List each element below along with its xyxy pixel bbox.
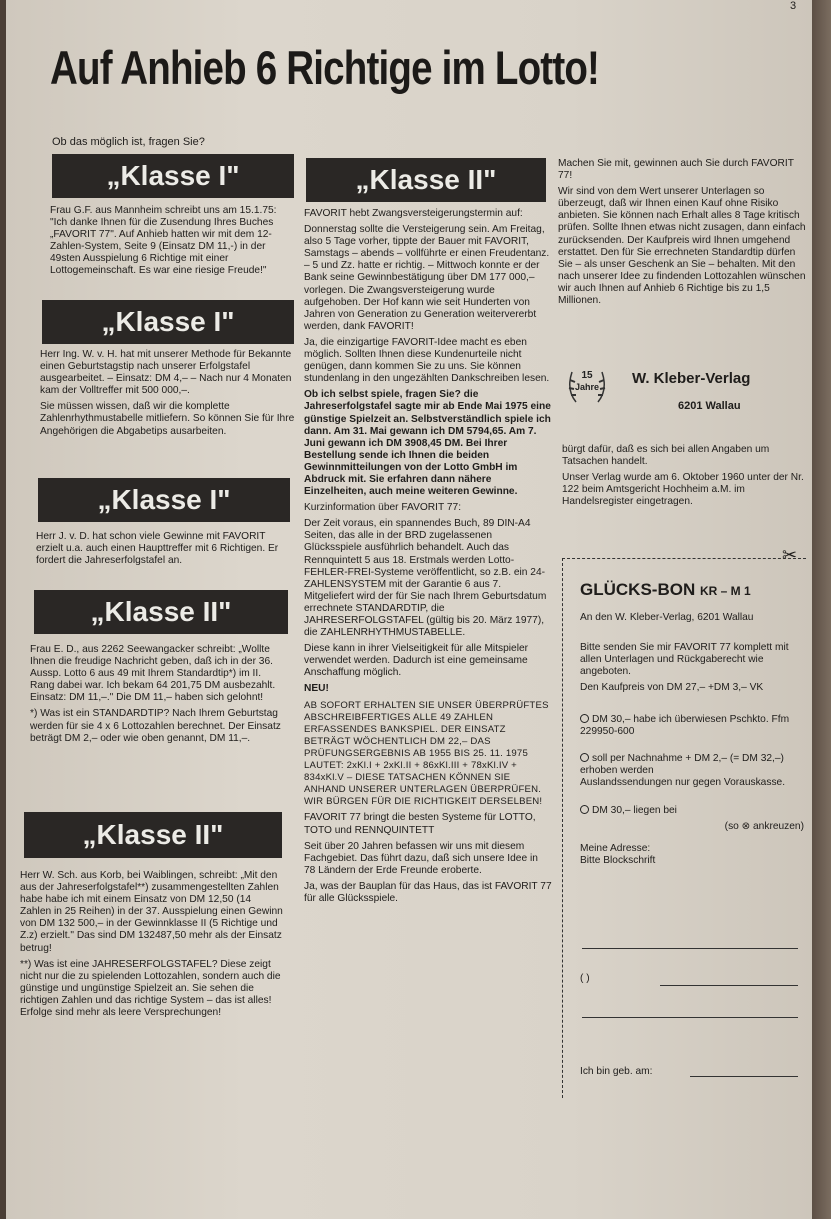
banner-klasse-2: „Klasse II" bbox=[24, 812, 282, 858]
bankspiel-text: AB SOFORT ERHALTEN SIE UNSER ÜBERPRÜFTES ABSCHREIBFERTIGES ALLE 49 ZAHLEN ERFASSENDES BANKSPIEL. DER EINSATZ BETRÄGT WÖCHENTLICH DM 22,– DAS PRÜFUNGSERGEBNIS AB 1955 BIS 25. 11. 1975 LAUTET: 2xKl.I + 2xKl.II + 86xKl.III + 78xKl.IV + 834xKl.V – DIESE TATSACHEN KÖNNEN SIE ANHAND UNSERER UNTERLAGEN ÜBERPRÜFEN. WIR BÜRGEN FÜR DIE RICHTIGKEIT DERSELBEN! bbox=[304, 699, 549, 808]
banner-klasse-2: „Klasse II" bbox=[306, 158, 546, 202]
banner-klasse-1: „Klasse I" bbox=[42, 300, 294, 344]
ankreuzen-hint: (so ⊗ ankreuzen) bbox=[724, 820, 804, 832]
standardtip-note: *) Was ist ein STANDARDTIP? Nach Ihrem Geburtstag werden für sie 4 x 6 Lottozahlen berechnet. Der Einsatz beträgt DM 2,– oder wie oben genannt, DM 11,–. bbox=[30, 708, 281, 744]
own-play: Ob ich selbst spiele, fragen Sie? die Jahreserfolgstafel sagte mir ab Ende Mai 1975 eine günstige Spielzeit an. Selbstverständlich spiele ich dann. Am 31. Mai gewann ich DM 5794,65. Am 7. Juni gewann ich DM 3908,45 DM. Bei Ihrer Bestellung sende ich Ihnen die beiden Gewinnmitteilungen von der Lotto GmbH im Abdruck mit. Sie erfahren dann nähere Einzelheiten, auch meine weiteren Gewinne. bbox=[304, 389, 551, 498]
coupon-address: An den W. Kleber-Verlag, 6201 Wallau bbox=[580, 612, 754, 623]
address-line-1[interactable] bbox=[582, 948, 798, 949]
radio-circle-icon[interactable] bbox=[580, 714, 589, 723]
blockschrift-hint: Bitte Blockschrift bbox=[580, 855, 656, 867]
page-edge bbox=[812, 0, 831, 1219]
banner-klasse-1: „Klasse I" bbox=[52, 154, 294, 198]
option-ueberwiesen[interactable] bbox=[580, 714, 804, 738]
birthdate-line[interactable] bbox=[690, 1076, 798, 1077]
option-nachnahme-label: soll per Nachnahme + DM 2,– (= DM 32,–) erhoben werden bbox=[580, 752, 784, 776]
page-number: 3 bbox=[790, 0, 797, 12]
banner-klasse-2: „Klasse II" bbox=[34, 590, 288, 634]
intro-question: Ob das möglich ist, fragen Sie? bbox=[52, 136, 205, 148]
address-line-2[interactable] bbox=[660, 985, 798, 986]
banner-klasse-1: „Klasse I" bbox=[38, 478, 290, 522]
testimonial-3: Herr J. v. D. hat schon viele Gewinne mit FAVORIT erzielt u.a. auch einen Haupttreffer mit 6 Richtigen. Er fordert die Jahreserfolgstafel an. bbox=[36, 531, 279, 567]
coupon-title bbox=[580, 580, 751, 600]
coupon-price: Den Kaufpreis von DM 27,– +DM 3,– VK bbox=[580, 682, 764, 694]
register-text: Unser Verlag wurde am 6. Oktober 1960 unter der Nr. 122 beim Amtsgericht Hochheim a.M. im Handelsregister eingetragen. bbox=[562, 472, 804, 508]
mitmachen-text: Machen Sie mit, gewinnen auch Sie durch FAVORIT 77! bbox=[558, 158, 794, 182]
verlag-guarantee bbox=[562, 444, 806, 512]
favorit-systeme: FAVORIT 77 bringt die besten Systeme für LOTTO, TOTO und RENNQUINTETT bbox=[304, 812, 536, 836]
auslandssendungen: Auslandssendungen nur gegen Vorauskasse. bbox=[580, 776, 786, 788]
jahreserfolgstafel-note: **) Was ist eine JAHRESERFOLGSTAFEL? Diese zeigt nicht nur die zu spielenden Lottozahlen, sondern auch die günstige und ungünstige Spielzeit an. Sie sehen die richtigen Zahlen und das richtige System – das ist alles! Erfolge sind mehr als leere Versprechungen! bbox=[20, 958, 281, 1019]
option-liegen-bei-label: DM 30,– liegen bei bbox=[592, 804, 677, 816]
coupon-code: KR – M 1 bbox=[699, 584, 751, 598]
ohne-risiko-text: Wir sind von dem Wert unserer Unterlagen so überzeugt, daß wir Ihnen einen Kauf ohne Risiko anbieten. Sie können nach Erhalt alles 8 Tage kritisch prüfen. Sollte Ihnen etwas nicht zusagen, dann einfach zurücksenden. Der Kaufpreis wird Ihnen umgehend erstattet. Den für Sie errechneten Standardtip dürfen Sie – als unser Geschenk an Sie – behalten. Mit den nach unserer Idee zu findenden Lottozahlen wünschen wir auch Ihnen auf Anhieb 6 Richtige bis zu 1,5 Millionen. bbox=[558, 186, 806, 307]
coupon-order-text: Bitte senden Sie mir FAVORIT 77 komplett mit allen Unterlagen und Rückgaberecht wie angeboten. bbox=[580, 642, 789, 678]
phone-parens: ( ) bbox=[580, 973, 590, 984]
column-2-text bbox=[304, 208, 552, 909]
scissors-icon: ✂ bbox=[782, 545, 798, 565]
birthdate-label: Ich bin geb. am: bbox=[580, 1066, 653, 1077]
testimonial-5 bbox=[20, 870, 284, 1023]
seit-20-jahren: Seit über 20 Jahren befassen wir uns mit diesem Fachgebiet. Das führt dazu, daß sich unsere Idee in 78 Ländern der Erde Freunde eroberte. bbox=[304, 840, 538, 876]
meine-adresse-label: Meine Adresse: bbox=[580, 843, 651, 855]
option-liegen-bei[interactable] bbox=[580, 805, 804, 817]
bauplan-text: Ja, was der Bauplan für das Haus, das ist FAVORIT 77 für alle Glücksspiele. bbox=[304, 880, 552, 904]
kurzinformation-text: Der Zeit voraus, ein spannendes Buch, 89 DIN-A4 Seiten, das alle in der BRD zugelassenen Glücksspiele ausführlich behandelt. Auch das Rennquintett 5 aus 18. Erstmals werden Lotto-FEHLER-FREI-Systeme veröffentlicht, so z.B. ein 24-ZAHLENSYSTEM mit der Garantie 6 aus 7. Mitgeliefert wird der für Sie nach Ihrem Geburtsdatum errechnete STANDARDTIP, die JAHRESERFOLGSTAFEL (gültig bis 20. März 1977), die ZAHLENRHYTHMUSTABELLE. bbox=[304, 518, 547, 639]
testimonial-1: Frau G.F. aus Mannheim schreibt uns am 15.1.75: "Ich danke Ihnen für die Zusendung Ihres Buches „FAVORIT 77". Auf Anhieb hatten wir mit dem 12-Zahlen-System, Seite 9 (Einsatz DM 11,-) in der 49sten Ausspielung 6 Richtige mit einer Lottogemeinschaft. Es war eine riesige Freude!" bbox=[50, 205, 277, 277]
logo-number: 15 bbox=[581, 370, 593, 381]
column-3-text bbox=[558, 158, 806, 311]
radio-circle-icon[interactable] bbox=[580, 805, 589, 814]
testimonial-2-note: Sie müssen wissen, daß wir die komplette Zahlenrhythmustabelle mitliefern. So können Sie für Ihre Angehörigen die Abgabetips ausarbeiten. bbox=[40, 401, 295, 437]
vielseitigkeit-text: Diese kann in ihrer Vielseitigkeit für alle Mitspieler verwendet werden. Dadurch ist eine gemeinsame Anschaffung möglich. bbox=[304, 643, 529, 679]
testimonial-4-text: Frau E. D., aus 2262 Seewangacker schreibt: „Wollte Ihnen die freudige Nachricht geben, daß ich in der 36. Aussp. Lotto 6 aus 49 mit Ihrem Standardtip*) im II. Rang dabei war. Ich bekam 64 201,75 DM ausbezahlt. Einsatz: DM 11,–." Die DM 11,– haben sich gelohnt! bbox=[30, 644, 276, 704]
guarantee-text: bürgt dafür, daß es sich bei allen Angaben um Tatsachen handelt. bbox=[562, 444, 770, 468]
testimonial-5-text: Herr W. Sch. aus Korb, bei Waiblingen, schreibt: „Mit den aus der Jahreserfolgstafel**) zusammengestellten Zahlen habe habe ich mit einem Einsatz von DM 12,50 (14 Zahlen in 25 Reihen) in der 37. Ausspielung einen Gewinn von DM 132 500,– in der Gewinnklasse II (5 Richtige und Z.z) erzielt." Das sind DM 132487,50 mehr als der Einsatz betrug! bbox=[20, 870, 283, 954]
option-nachnahme[interactable] bbox=[580, 753, 804, 777]
15-jahre-laurel-logo bbox=[562, 362, 612, 408]
zwangsversteigerung-story: Donnerstag sollte die Versteigerung sein. Am Freitag, also 5 Tage vorher, tippte der Bauer mit FAVORIT, Samstags – abends – vollführte er einen Freudentanz. – 5 und Zz. hatte er richtig. – Mittwoch konnte er der Bank seine Gewinnbestätigung über DM 177 000,– vorlegen. Die Zwangsversteigerung wurde aufgehoben. Der Hof kann wie seit Hunderten von Jahren von Generation zu Generation weitervererbt werden, dank FAVORIT! bbox=[304, 224, 550, 332]
kurzinformation-heading: Kurzinformation über FAVORIT 77: bbox=[304, 502, 462, 514]
neu-label: NEU! bbox=[304, 683, 329, 695]
favorit-idee: Ja, die einzigartige FAVORIT-Idee macht es eben möglich. Sollten Ihnen diese Kundenurteile nicht genügen, dann kommen Sie zu uns. Sie können stundenlang in den ungezählten Dankschreiben lesen. bbox=[304, 336, 550, 385]
zwangsversteigerung-heading: FAVORIT hebt Zwangsversteigerungstermin auf: bbox=[304, 208, 523, 219]
address-line-3[interactable] bbox=[582, 1017, 798, 1018]
publisher-name: W. Kleber-Verlag bbox=[632, 370, 751, 387]
testimonial-4 bbox=[30, 644, 288, 749]
logo-word: Jahre bbox=[574, 382, 600, 392]
radio-circle-icon[interactable] bbox=[580, 753, 589, 762]
coupon-name: GLÜCKS-BON bbox=[580, 580, 696, 599]
headline: Auf Anhieb 6 Richtige im Lotto! bbox=[50, 41, 600, 94]
testimonial-2 bbox=[40, 349, 296, 442]
testimonial-2-text: Herr Ing. W. v. H. hat mit unserer Methode für Bekannte einen Geburtstagstip nach unserer Erfolgstafel ausgearbeitet. – Einsatz: DM 4,– – Nach nur 4 Monaten kam der Volltreffer mit 500 000,–. bbox=[40, 349, 292, 397]
coupon-body bbox=[580, 642, 804, 871]
publisher-location: 6201 Wallau bbox=[678, 400, 741, 412]
option-ueberwiesen-label: DM 30,– habe ich überwiesen Pschkto. Ffm 229950-600 bbox=[580, 714, 790, 738]
